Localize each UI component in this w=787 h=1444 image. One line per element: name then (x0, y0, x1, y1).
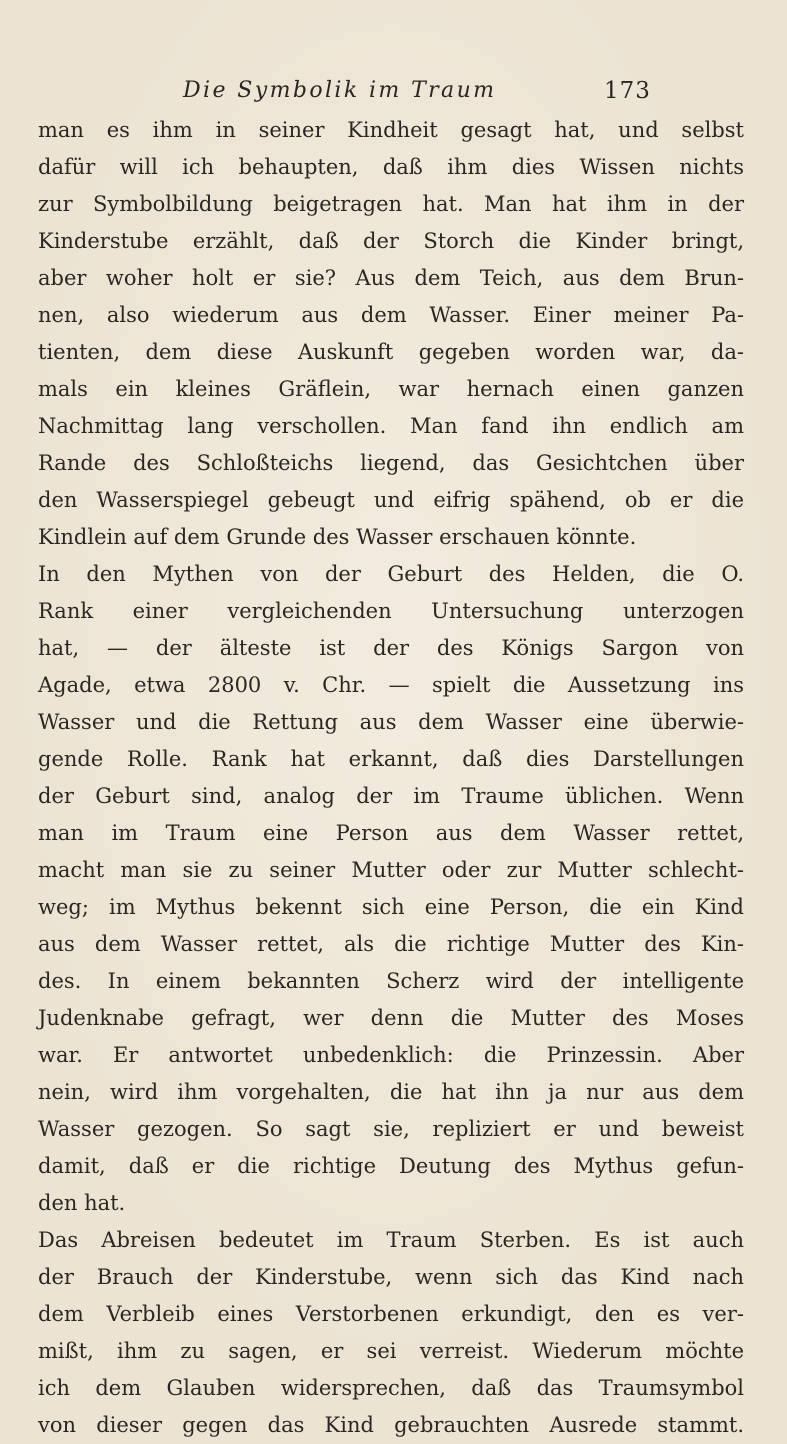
text-line: ich dem Glauben widersprechen, daß das Traumsymbol (38, 1376, 744, 1400)
text-line: war. Er antwortet unbedenklich: die Prinzessin. Aber (38, 1043, 744, 1067)
text-line: aber woher holt er sie? Aus dem Teich, aus dem Brun- (38, 266, 744, 290)
text-line: den hat. (38, 1191, 126, 1215)
text-line: aus dem Wasser rettet, als die richtige Mutter des Kin- (38, 932, 744, 956)
text-line: nein, wird ihm vorgehalten, die hat ihn ja nur aus dem (38, 1080, 744, 1104)
text-line: Nachmittag lang verschollen. Man fand ihn endlich am (38, 414, 744, 438)
text-line: mals ein kleines Gräflein, war hernach einen ganzen (38, 377, 744, 401)
text-line: Rande des Schloßteichs liegend, das Gesichtchen über (38, 451, 744, 475)
text-line: In den Mythen von der Geburt des Helden, die O. (38, 562, 744, 586)
page-number: 173 (604, 78, 651, 104)
text-line: der Brauch der Kinderstube, wenn sich das Kind nach (38, 1265, 744, 1289)
text-line: mißt, ihm zu sagen, er sei verreist. Wiederum möchte (38, 1339, 744, 1363)
body-text (38, 112, 744, 1444)
text-line: gende Rolle. Rank hat erkannt, daß dies Darstellungen (38, 747, 744, 771)
text-line: zur Symbolbildung beigetragen hat. Man hat ihm in der (38, 192, 744, 216)
text-line: Judenknabe gefragt, wer denn die Mutter des Moses (38, 1006, 744, 1030)
text-line: man im Traum eine Person aus dem Wasser rettet, (38, 821, 744, 845)
text-line: Wasser gezogen. So sagt sie, repliziert er und beweist (38, 1117, 744, 1141)
text-line: der Geburt sind, analog der im Traume üblichen. Wenn (38, 784, 744, 808)
text-line: Wasser und die Rettung aus dem Wasser eine überwie- (38, 710, 744, 734)
text-line: dem Verbleib eines Verstorbenen erkundigt, den es ver- (38, 1302, 744, 1326)
page-header (0, 76, 787, 112)
text-line: Kinderstube erzählt, daß der Storch die Kinder bringt, (38, 229, 744, 253)
text-line: Das Abreisen bedeutet im Traum Sterben. Es ist auch (38, 1228, 744, 1252)
text-line: tienten, dem diese Auskunft gegeben worden war, da- (38, 340, 744, 364)
text-line: Rank einer vergleichenden Untersuchung unterzogen (38, 599, 744, 623)
text-line: von dieser gegen das Kind gebrauchten Ausrede stammt. (38, 1413, 744, 1437)
text-line: damit, daß er die richtige Deutung des Mythus gefun- (38, 1154, 744, 1178)
text-line: Kindlein auf dem Grunde des Wasser erschauen könnte. (38, 525, 637, 549)
text-line: macht man sie zu seiner Mutter oder zur Mutter schlecht- (38, 858, 744, 882)
text-line: weg; im Mythus bekennt sich eine Person, die ein Kind (38, 895, 744, 919)
text-line: des. In einem bekannten Scherz wird der intelligente (38, 969, 744, 993)
text-line: Agade, etwa 2800 v. Chr. — spielt die Aussetzung ins (38, 673, 744, 697)
running-title: Die Symbolik im Traum (183, 78, 497, 103)
text-line: man es ihm in seiner Kindheit gesagt hat, und selbst (38, 118, 744, 142)
text-line: dafür will ich behaupten, daß ihm dies Wissen nichts (38, 155, 744, 179)
text-line: hat, — der älteste ist der des Königs Sargon von (38, 636, 744, 660)
text-line: den Wasserspiegel gebeugt und eifrig spähend, ob er die (38, 488, 744, 512)
text-line: nen, also wiederum aus dem Wasser. Einer meiner Pa- (38, 303, 744, 327)
